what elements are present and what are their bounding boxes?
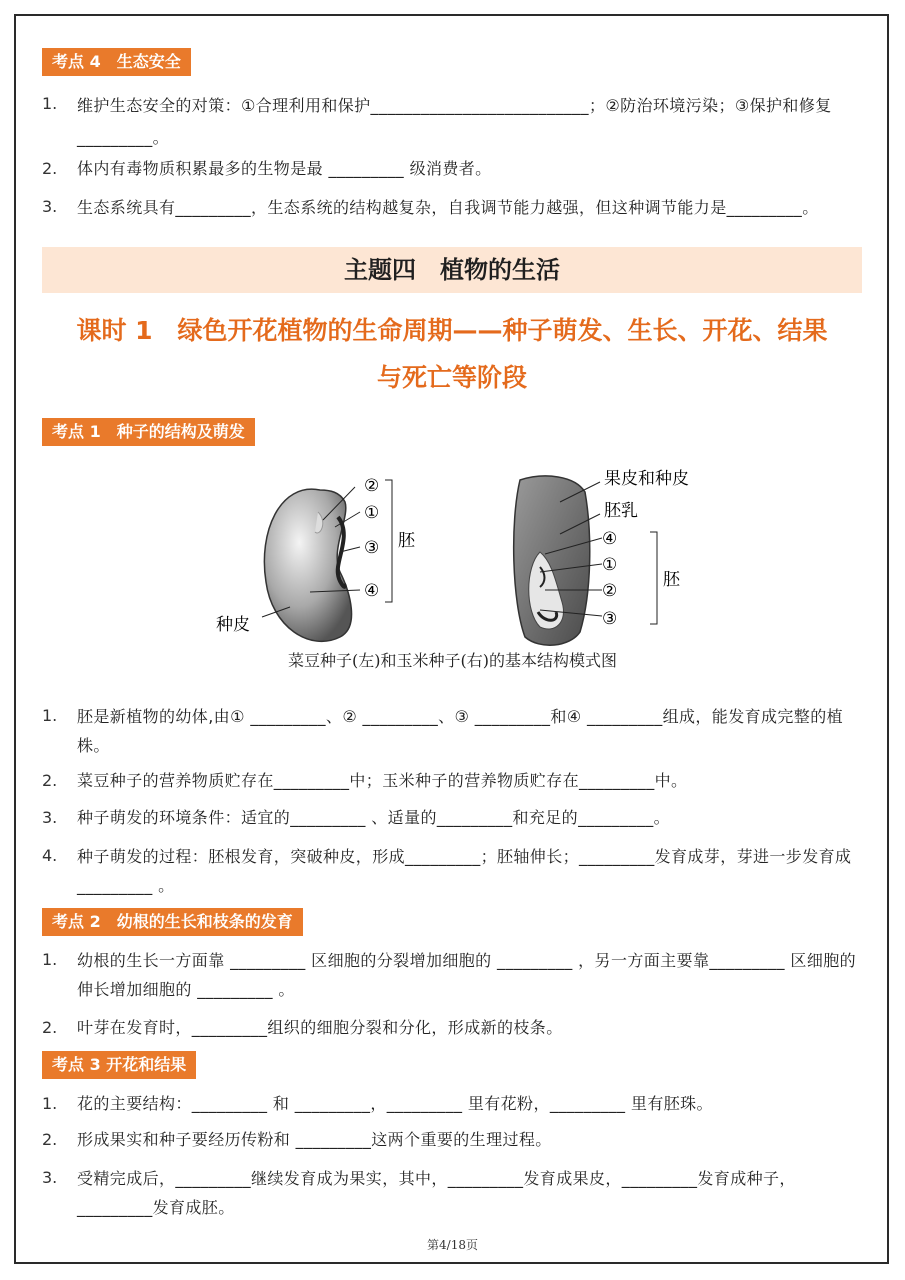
item-number: 2.: [42, 1130, 58, 1149]
section-tag-eco-safety: 考点 4 生态安全: [42, 48, 191, 76]
list-item: [42, 1126, 862, 1153]
list-item: [42, 90, 862, 154]
bean-label-4: ④: [364, 581, 380, 601]
item-number: 4.: [42, 846, 58, 865]
corn-label-2: ②: [602, 581, 618, 601]
bean-label-2: ②: [364, 476, 380, 496]
page-number: 第4/18页: [427, 1238, 478, 1252]
item-text: 体内有毒物质积累最多的生物是最 _________ 级消费者。: [77, 159, 492, 178]
list-item: [42, 804, 862, 831]
item-text: 花的主要结构：_________ 和 _________，_________ 里有花粉，_________ 里有胚珠。: [77, 1094, 713, 1113]
lesson-title-line2: 与死亡等阶段: [376, 363, 527, 392]
item-text: 生态系统具有_________，生态系统的结构越复杂，自我调节能力越强，但这种调节能力是_________。: [77, 198, 819, 217]
corn-label-1: ①: [602, 555, 618, 575]
item-text: 菜豆种子的营养物质贮存在_________中；玉米种子的营养物质贮存在_________中。: [77, 771, 688, 790]
theme-title-banner: 主题四 植物的生活: [42, 247, 862, 293]
list-item: [42, 193, 862, 223]
item-number: 2.: [42, 771, 58, 790]
section-tag-seed-structure: 考点 1 种子的结构及萌发: [42, 418, 255, 446]
lesson-title-line1: 课时 1 绿色开花植物的生命周期——种子萌发、生长、开花、结果: [76, 316, 828, 345]
corn-label-endosperm: 胚乳: [604, 501, 638, 521]
list-item: [42, 767, 862, 794]
item-text: 叶芽在发育时，_________组织的细胞分裂和分化，形成新的枝条。: [77, 1018, 563, 1037]
item-text: 种子萌发的过程：胚根发育，突破种皮，形成_________；胚轴伸长；_________发育成芽，芽进一步发育成 _________ 。: [77, 847, 852, 895]
bean-coat-label: 种皮: [216, 615, 250, 635]
item-number: 3.: [42, 808, 58, 827]
list-item: [42, 842, 862, 900]
list-item: [42, 155, 862, 182]
item-text: 幼根的生长一方面靠 _________ 区细胞的分裂增加细胞的 _________ ，另一方面主要靠_________ 区细胞的伸长增加细胞的 _________ 。: [77, 951, 857, 999]
item-text: 受精完成后，_________继续发育成为果实，其中，_________发育成果皮，_________发育成种子，_________发育成胚。: [77, 1169, 796, 1217]
corn-label-pericarp: 果皮和种皮: [604, 469, 689, 489]
item-number: 2.: [42, 1018, 58, 1037]
item-text: 胚是新植物的幼体,由① _________、② _________、③ _________和④ _________组成，能发育成完整的植株。: [77, 707, 844, 755]
list-item: [42, 702, 862, 760]
figure-caption: 菜豆种子(左)和玉米种子(右)的基本结构模式图: [288, 651, 617, 670]
item-text: 形成果实和种子要经历传粉和 _________这两个重要的生理过程。: [77, 1130, 552, 1149]
list-item: [42, 1090, 862, 1117]
bean-label-1: ①: [364, 503, 380, 523]
item-number: 1.: [42, 706, 58, 725]
bean-label-3: ③: [364, 538, 380, 558]
list-item: [42, 1014, 862, 1041]
list-item: [42, 1164, 862, 1222]
corn-label-4: ④: [602, 529, 618, 549]
item-number: 1.: [42, 1094, 58, 1113]
section-tag-root-growth: 考点 2 幼根的生长和枝条的发育: [42, 908, 303, 936]
item-text: 种子萌发的环境条件：适宜的_________ 、适量的_________和充足的_________。: [77, 808, 671, 827]
corn-embryo-label: 胚: [663, 570, 680, 590]
item-number: 1.: [42, 94, 58, 113]
bean-embryo-label: 胚: [398, 531, 415, 551]
item-number: 3.: [42, 1168, 58, 1187]
item-number: 3.: [42, 197, 58, 216]
section-tag-flower-fruit: 考点 3 开花和结果: [42, 1051, 196, 1079]
list-item: [42, 946, 862, 1004]
item-text: 维护生态安全的对策：①合理利用和保护__________________________；②防治环境污染；③保护和修复 _________。: [77, 96, 832, 147]
item-number: 1.: [42, 950, 58, 969]
corn-label-3: ③: [602, 609, 618, 629]
item-number: 2.: [42, 159, 58, 178]
